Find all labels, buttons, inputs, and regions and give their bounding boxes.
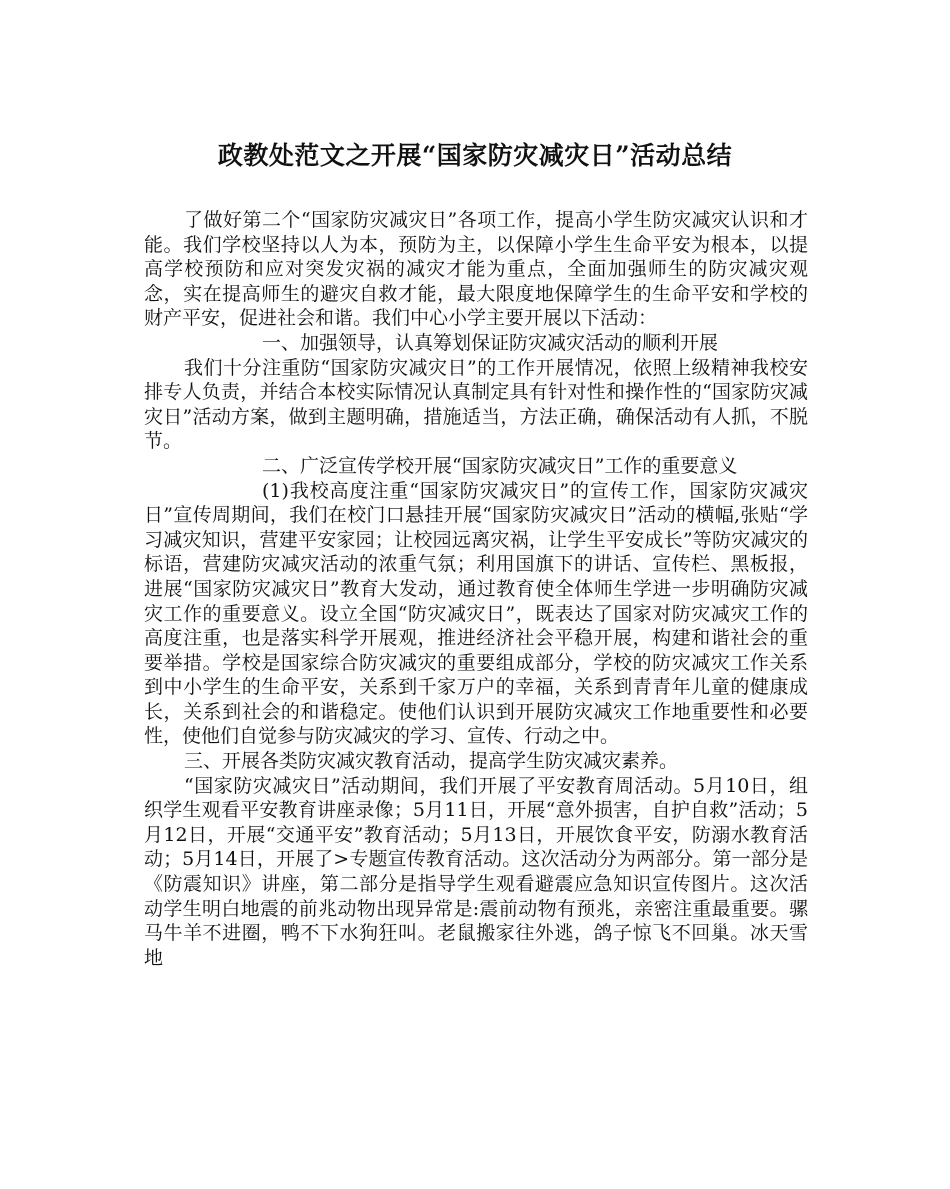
paragraph-section-3: “国家防灾减灾日”活动期间，我们开展了平安教育周活动。5月10日，组织学生观看平安教育讲座录像；5月11日，开展“意外损害，自护自救”活动；5月12日，开展“交通平安”教育活动；5月13日，开展饮食平安，防溺水教育活动；5月14日，开展了>专题宣传教育活动。这次活动分为两部分。第一部分是《防震知识》讲座，第二部分是指导学生观看避震应急知识宣传图片。这次活动学生明白地震的前兆动物出现异常是:震前动物有预兆，亲密注重最重要。骡马牛羊不进圈，鸭不下水狗狂叫。老鼠搬家往外逃，鸽子惊飞不回巢。冰天雪地 (144, 774, 808, 969)
section-heading-2: 二、广泛宣传学校开展“国家防灾减灾日”工作的重要意义 (262, 454, 738, 477)
section-heading-1: 一、加强领导，认真筹划保证防灾减灾活动的顺利开展 (262, 331, 719, 354)
document-body (144, 208, 808, 970)
paragraph-intro: 了做好第二个“国家防灾减灾日”各项工作，提高小学生防灾减灾认识和才能。我们学校坚持以人为本，预防为主，以保障小学生生命平安为根本，以提高学校预防和应对突发灾祸的减灾才能为重点，全面加强师生的防灾减灾观念，实在提高师生的避灾自救才能，最大限度地保障学生的生命平安和学校的财产平安，促进社会和谐。我们中心小学主要开展以下活动： (144, 209, 808, 330)
paragraph-section-1: 我们十分注重防“国家防灾减灾日”的工作开展情况，依照上级精神我校安排专人负责，并结合本校实际情况认真制定具有针对性和操作性的“国家防灾减灾日”活动方案，做到主题明确，措施适当，方法正确，确保活动有人抓，不脱节。 (144, 356, 808, 453)
paragraph-section-2: (1)我校高度注重“国家防灾减灾日”的宣传工作，国家防灾减灾日”宣传周期间，我们在校门口悬挂开展“国家防灾减灾日”活动的横幅,张贴“学习减灾知识，营建平安家园；让校园远离灾祸，让学生平安成长”等防灾减灾的标语，营建防灾减灾活动的浓重气氛；利用国旗下的讲话、宣传栏、黑板报，进展“国家防灾减灾日”教育大发动，通过教育使全体师生学进一步明确防灾减灾工作的重要意义。设立全国“防灾减灾日”，既表达了国家对防灾减灾工作的高度注重，也是落实科学开展观，推进经济社会平稳开展，构建和谐社会的重要举措。学校是国家综合防灾减灾的重要组成部分，学校的防灾减灾工作关系到中小学生的生命平安，关系到千家万户的幸福，关系到青青年儿童的健康成长，关系到社会的和谐稳定。使他们认识到开展防灾减灾工作地重要性和必要性，使他们自觉参与防灾减灾的学习、宣传、行动之中。 (144, 479, 808, 748)
document-title: 政教处范文之开展“国家防灾减灾日”活动总结 (217, 141, 733, 170)
section-heading-3: 三、开展各类防灾减灾教育活动，提高学生防灾减灾素养。 (184, 750, 679, 773)
